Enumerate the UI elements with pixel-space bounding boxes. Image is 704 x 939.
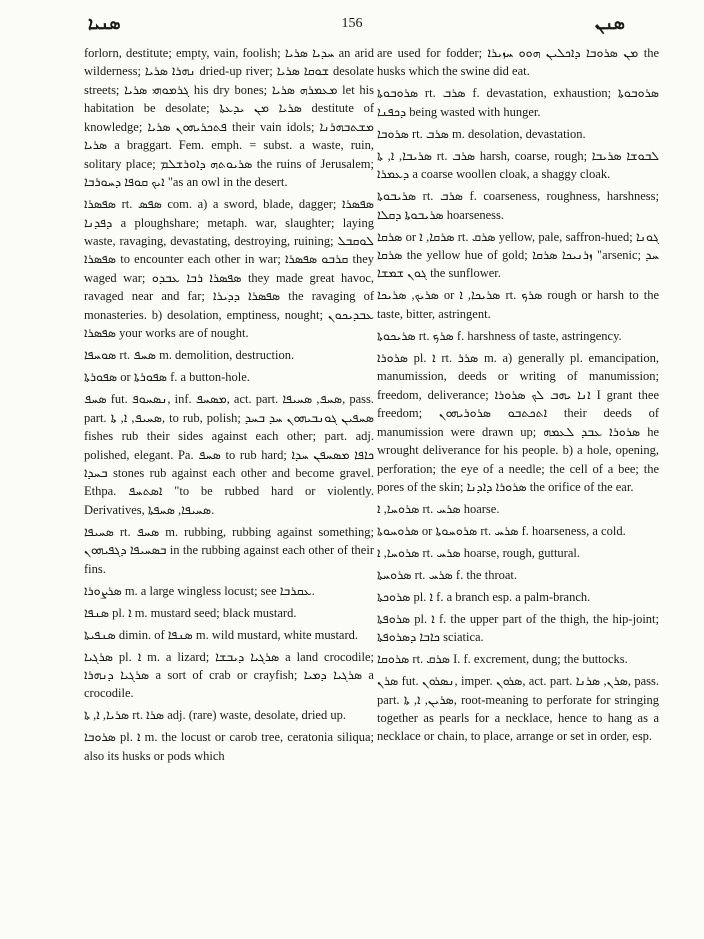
dictionary-entry: ܣܚܝܦܐ rt. ܣܚܦ m. rubbing, rubbing against something; ܒܣܚܝܦܐ ܕܓܦܝܗܘܢ in the rubbing against each other of their fins. [84,524,374,576]
page-number: 156 [341,16,363,31]
dictionary-entry: ܣܪܨܘܪܐ m. a large wingless locust; see ܥܩܪܒܐ. [84,583,315,598]
dictionary-entry: ܣܪܝܟܘܬܐ rt. ܣܪܟ f. harshness of taste, astringency. [377,328,622,343]
dictionary-entry: are used for fodder; ܡܢ ܣܪܘܒܐ ܕܐܟܠܝܢ ܗܘܘ ܚܙܝܪܐ the husks which the swine did eat. [377,46,659,79]
left-column [84,44,374,769]
dictionary-entry: ܣܪܘܒܐ pl. ܐ m. the locust or carob tree, ceratonia siliqua; also its husks or pods which [84,730,374,763]
dictionary-entry: ܣܪܘܚܐ, ܐ rt. ܣܪܚ hoarse. [377,501,500,516]
dictionary-entry: ܣܪܘܒܐ rt. ܣܪܒ m. desolation, devastation. [377,126,586,141]
dictionary-entry: ܣܪܘܦܬܐ pl. ܐ f. the upper part of the thigh, the hip-joint; ܟܐܒܐ ܕܣܪܘܦܬܐ sciatica. [377,611,659,645]
dictionary-entry: ܣܪܝܒܘܬܐ rt. ܣܪܒ f. coarseness, roughness, harshness; ܣܪܝܒܘܬܐ ܕܩܠܐ hoarseness. [377,189,659,222]
dictionary-entry: ܣܦܣܪܐ rt. ܣܦܣ com. a) a sword, blade, dagger; ܣܦܣܪܐ ܕܦܕܢܐ a ploughshare; metaph. war, slaughter; laying waste, ravaging, devastating, destroying, ruining; ܠܘܩܒܠ ܣܦܣܪܐ to encounter each other in war; ܩܪܒܘ ܣܦܣܪܐ they waged war; ܣܦܣܪܐ ܪܒܐ ܥܒܕܘ they made great havoc, ravaged near and far; ܣܦܣܪܐ ܕܕܝܪܐ the ravaging of monasteries. b) desolation, emptiness, nought; ܥܒܕܝܟܘܢ ܣܦܣܪܐ your works are of nought. [84,197,375,341]
dictionary-entry: ܣܪܝܒܐ, ܐ, ܬܐ rt. ܣܪܒ harsh, coarse, rough; ܠܒܘܫܐ ܣܪܝܒܐ ܕܥܡܪܐ a coarse woollen cloak, a shaggy cloak. [377,148,660,182]
running-head-right: ܣܢܢ [595,14,625,34]
dictionary-entry: forlorn, destitute; empty, vain, foolish; ܚܕܝܐ ܣܪܝܐ an arid wilderness; ܢܗܪܐ ܣܪܝܐ dried-up river; ܫܘܩܐ ܣܪܝܐ desolate streets; ܓܪܡܘܗܝ ܣܪܝܐ his dry bones; ܡܥܡܪܗ ܣܪܝܐ let his habitation be desolate; ܣܪܝܐ ܡܢ ܝܕܥܬܐ destitute of knowledge; ܦܬܟܪܝܗܘܢ ܣܪܝܐ their vain idols; ܡܫܬܒܗܪܢܐ ܣܪܝܐ a braggart. Fem. emph. = subst. a waste, ruin, solitary place; ܣܪܝܘܬܗ ܕܐܘܪܫܠܡ the ruins of Jerusalem; ܐܝܟ ܩܘܦܐ ܕܚܘܪܒܐ "as an owl in the desert. [84,46,375,190]
right-column [377,44,659,749]
dictionary-entry: ܣܪܘܚܐ, ܐ rt. ܣܪܚ hoarse, rough, guttural. [377,545,580,560]
dictionary-entry: ܣܪܘܟܬܐ pl. ܐ f. a branch esp. a palm-branch. [377,589,591,604]
dictionary-entry: ܣܘܚܦܐ rt. ܣܚܦ m. demolition, destruction. [84,348,295,363]
dictionary-entry: ܣܪܝܐ, ܐ, ܬܐ rt. ܣܪܐ adj. (rare) waste, desolate, dried up. [84,708,346,723]
dictionary-entry: ܣܪܩܐ or ܣܪܩܐ, ܐ rt. ܣܪܩ yellow, pale, saffron-hued; ܓܘܢܐ ܣܪܩܐ the yellow hue of gold; ܙܪܢܝܟܐ ܣܪܩܐ "arsenic; ܚܕ ܓܘܢ ܫܡܫܐ the sunflower. [377,229,659,281]
dictionary-entry: ܣܪܘܩܐ rt. ܣܪܩ I. f. excrement, dung; the buttocks. [377,652,628,667]
dictionary-entry: ܣܢܦܝܬܐ dimin. of ܣܢܦܐ m. wild mustard, white mustard. [84,627,359,642]
dictionary-entry: ܣܪܘܚܘܬܐ or ܣܪܘܚܘܬܐ rt. ܣܪܚ f. hoarseness, a cold. [377,523,626,538]
dictionary-entry: ܣܚܦ fut. ܢܣܚܘܦ, inf. ܡܣܚܦ, act. part. ܣܚܦ, ܣܚܝܦܐ, pass. part. ܣܚܝܦ, ܐ, ܬܐ, to rub, polish; ܣܚܦܝܢ ܓܘܢܒܝܗܘܢ ܚܕ ܒܚܕ fishes rub their sides against each other; part. adj. polished, elegant. Pa. ܣܚܦ to rub hard; ܟܐܦܐ ܡܣܚܦܢ ܚܕܐ ܒܚܕܐ stones rub against each other and become gravel. Ethpa. ܐܣܬܚܦ "to be rubbed hard or violently. Derivatives, ܣܚܝܦܐ, ܣܚܦܬܐ. [84,392,374,517]
running-head-left: ܣܢܝܐ [88,14,121,34]
dictionary-entry: ܣܪܢ fut. ܢܣܪܘܢ, imper. ܣܪܘܢ, act. part. ܣܪܢ, ܣܪܢܐ, pass. part. ܣܪܝܢ, ܐ, ܬܐ, root-meaning to perforate for stringing together as pearls for a necklace, hence to hang as a necklace or chain, to place, arrange or set in order, esp. [377,674,659,744]
dictionary-entry: ܣܪܝܟ, ܣܪܝܟܐ or ܣܪܝܟܐ, ܐ rt. ܣܪܟ rough or harsh to the taste, bitter, astringent. [377,288,660,321]
dictionary-entry: ܣܪܘܒܘܬܐ rt. ܣܪܒ f. devastation, exhaustion; ܣܪܘܒܘܬܐ ܕܟܦܢܐ being wasted with hunger. [377,86,659,119]
dictionary-entry: ܣܢܦܐ pl. ܐ m. mustard seed; black mustard. [84,605,297,620]
page-header [0,14,704,36]
dictionary-entry: ܣܪܘܚܬܐ rt. ܣܪܚ f. the throat. [377,567,517,582]
dictionary-entry: ܣܪܘܪܐ pl. ܐ rt. ܣܪܪ m. a) generally pl. emancipation, manumission, deeds or writing of manumission; freedom, deliverance; ܐܢܐ ܝܗܒ ܠܟ ܣܪܘܪܐ I grant thee freedom; ܐܬܟܬܒܘ ܣܪܘܪܝܗܘܢ their deeds of manumission were drawn up; ܣܪܘܪܐ ܥܒܕ ܠܥܡܗ he wrought deliverance for his people. b) a hole, opening, perforation; the eye of a needle; the cell of a bee; the pores of the skin; ܣܪܘܪܐ ܕܐܕܢܐ the orifice of the ear. [377,350,660,494]
dictionary-entry: ܣܦܘܪܬܐ or ܣܦܘܪܬܐ f. a button-hole. [84,370,250,385]
dictionary-entry: ܣܪܓܝܐ pl. ܐ m. a lizard; ܣܪܓܝܐ ܕܝܒܫܐ a land crocodile; ܣܪܓܝܐ ܕܢܗܪܐ a sort of crab or crayfish; ܣܪܓܝܐ ܕܡܝܐ a crocodile. [84,649,375,701]
